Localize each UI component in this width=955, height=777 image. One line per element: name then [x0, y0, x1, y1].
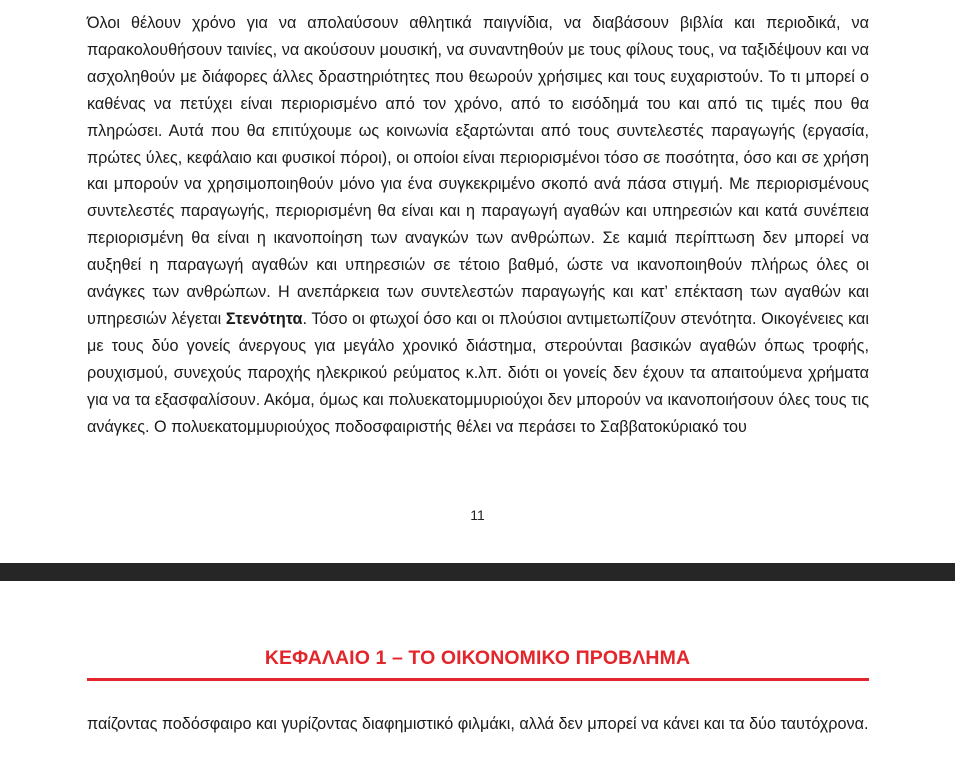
page-separator: [0, 563, 955, 581]
chapter-heading: ΚΕΦΑΛΑΙΟ 1 – ΤΟ ΟΙΚΟΝΟΜΙΚΟ ΠΡΟΒΛΗΜΑ: [264, 647, 691, 669]
continuation-paragraph: παίζοντας ποδόσφαιρο και γυρίζοντας διαφημιστικό φιλμάκι, αλλά δεν μπορεί να κάνει και τα δύο ταυτόχρονα.: [87, 715, 869, 733]
body-paragraph: [87, 10, 869, 441]
page-number: 11: [470, 507, 485, 523]
paragraph-text-part1: Όλοι θέλουν χρόνο για να απολαύσουν αθλητικά παιγνίδια, να διαβάσουν βιβλία και περιοδικά, να παρακολουθήσουν ταινίες, να ακούσουν μουσική, να συναντηθούν με τους φίλους τους, να ταξιδέψουν και να ασχοληθούν με διάφορες άλλες δραστηριότητες που θεωρούν χρήσιμες και τους ευχαριστούν. Το τι μπορεί ο καθένας να πετύχει είναι περιορισμένο από τον χρόνο, από το εισόδημά του και από τις τιμές που θα πληρώσει. Αυτά που θα επιτύχουμε ως κοινωνία εξαρτώνται από τους συντελεστές παραγωγής (εργασία, πρώτες ύλες, κεφάλαιο και φυσικοί πόροι), οι οποίοι είναι περιορισμένοι τόσο σε ποσότητα, όσο και σε χρήση και μπορούν να χρησιμοποιηθούν μόνο για ένα συγκεκριμένο σκοπό ανά πάσα στιγμή. Με περιορισμένους συντελεστές παραγωγής, περιορισμένη θα είναι και η παραγωγή αγαθών και υπηρεσιών και κατά συνέπεια περιορισμένη θα είναι η ικανοποίηση των αναγκών των ανθρώπων. Σε καμιά περίπτωση δεν μπορεί να αυξηθεί η παραγωγή αγαθών και υπηρεσιών σε τέτοιο βαθμό, ώστε να ικανοποιηθούν πλήρως όλες οι ανάγκες των ανθρώπων. Η ανεπάρκεια των συντελεστών παραγωγής και κατ’ επέκταση των αγαθών και υπηρεσιών λέγεται: [87, 14, 869, 328]
bold-term-stenotita: Στενότητα: [225, 309, 303, 328]
chapter-heading-underline: [87, 678, 869, 681]
paragraph-text-part2: . Τόσο οι φτωχοί όσο και οι πλούσιοι αντιμετωπίζουν στενότητα. Οικογένειες και με τους δύο γονείς άνεργους για μεγάλο χρονικό διάστημα, στερούνται βασικών αγαθών όπως τροφής, ρουχισμού, συνεχούς παροχής ηλεκρικού ρεύματος κ.λπ. διότι οι γονείς δεν έχουν τα απαιτούμενα χρήματα για να τα εξασφαλίσουν. Ακόμα, όμως και πολυεκατομμυριούχοι δεν μπορούν να ικανοποιήσουν όλες τους τις ανάγκες. Ο πολυεκατομμυριούχος ποδοσφαιριστής θέλει να περάσει το Σαββατοκύριακό του: [87, 309, 869, 436]
